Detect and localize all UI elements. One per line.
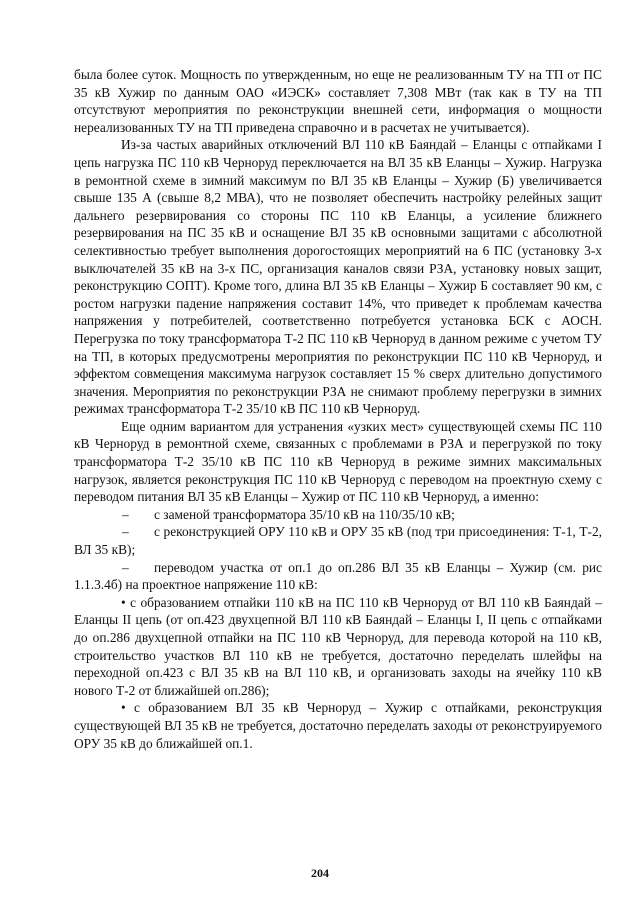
bullet-list-item xyxy=(74,594,602,700)
dash-list-item-text: с заменой трансформатора 35/10 кВ на 110/35/10 кВ; xyxy=(154,506,455,522)
dash-list-item xyxy=(74,523,602,558)
dash-list-item xyxy=(74,559,602,594)
paragraph-3: Еще одним вариантом для устранения «узких мест» существующей схемы ПС 110 кВ Черноруд в ремонтной схеме, связанных с проблемами в РЗА и перегрузкой по току трансформатора Т-2 35/10 кВ ПС 110 кВ Черноруд в режиме зимних максимальных нагрузок, является реконструкция ПС 110 кВ Черноруд с переводом на проектную схему с переводом питания ВЛ 35 кВ Еланцы – Хужир от ПС 110 кВ Черноруд, а именно: xyxy=(74,418,602,505)
paragraph-1: была более суток. Мощность по утвержденным, но еще не реализованным ТУ на ТП от ПС 35 кВ Хужир по данным ОАО «ИЭСК» составляет 7,308 МВт (так как в ТУ на ТП отсутствуют мероприятия по реконструкции внешней сети, информация о мощности нереализованных ТУ на ТП приведена справочно и в расчетах не учитывается). xyxy=(74,67,602,135)
bullet-marker: • xyxy=(121,700,126,716)
document-body xyxy=(74,66,602,752)
dash-list-item xyxy=(74,506,602,524)
dash-marker: – xyxy=(122,506,129,522)
paragraph-2: Из-за частых аварийных отключений ВЛ 110 кВ Баяндай – Еланцы с отпайками I цепь нагрузка ПС 110 кВ Черноруд переключается на ВЛ 35 кВ Еланцы – Хужир. Нагрузка в ремонтной схеме в зимний максимум по ВЛ 35 кВ Еланцы – Хужир (Б) увеличивается свыше 135 А (свыше 8,2 МВА), что не позволяет обеспечить настройку релейных защит дальнего резервирования со стороны ПС 110 кВ Еланцы, а усиление ближнего резервирования на ПС 35 кВ и оснащение ВЛ 35 кВ основными защитами с абсолютной селективностью требует выполнения дорогостоящих мероприятий на 6 ПС (установку 3-х выключателей 35 кВ на 3-х ПС, организация каналов связи РЗА, установку новых защит, реконструкцию СОПТ). Кроме того, длина ВЛ 35 кВ Еланцы – Хужир Б составляет 90 км, с ростом нагрузки падение напряжения составит 14%, что приведет к проблемам качества напряжения у потребителей, соответственно потребуется установка БСК с АОСН. Перегрузка по току трансформатора Т-2 ПС 110 кВ Черноруд в данном режиме с учетом ТУ на ТП, в которых предусмотрены мероприятия по реконструкции ПС 110 кВ Черноруд, и эффектом совмещения максимума нагрузок составляет 15 % сверх длительно допустимого значения. Мероприятия по реконструкции РЗА не снимают проблему перегрузки в зимних режимах трансформатора Т-2 35/10 кВ ПС 110 кВ Черноруд. xyxy=(74,137,602,417)
bullet-list-item-text: с образованием отпайки 110 кВ на ПС 110 кВ Черноруд от ВЛ 110 кВ Баяндай – Еланцы II цепь (от оп.423 двухцепной ВЛ 110 кВ Баяндай – Еланцы I, II цепь с отпайками до оп.286 двухцепной отпайки на ПС 110 кВ Черноруд, для перевода которой на 110 кВ, строительство участков ВЛ 110 кВ не требуется, достаточно переделать шлейфы на переходной оп.423 с ВЛ 35 кВ на ВЛ 110 кВ, и организовать заходы на ячейку 110 кВ нового Т-2 от ближайшей оп.286); xyxy=(74,594,602,698)
dash-marker: – xyxy=(122,559,129,575)
dash-list-item-text: переводом участка от оп.1 до оп.286 ВЛ 35 кВ Еланцы – Хужир (см. рис 1.1.3.4б) на проектное напряжение 110 кВ: xyxy=(74,559,602,593)
dash-marker: – xyxy=(122,524,129,540)
bullet-list-item xyxy=(74,699,602,752)
bullet-marker: • xyxy=(121,594,126,610)
page-number: 204 xyxy=(311,866,329,880)
bullet-list-item-text: с образованием ВЛ 35 кВ Черноруд – Хужир с отпайками, реконструкция существующей ВЛ 35 кВ не требуется, достаточно переделать заходы от реконструируемого ОРУ 35 кВ до ближайшей оп.1. xyxy=(74,700,602,751)
dash-list-item-text: с реконструкцией ОРУ 110 кВ и ОРУ 35 кВ (под три присоединения: Т-1, Т-2, ВЛ 35 кВ); xyxy=(74,524,602,558)
